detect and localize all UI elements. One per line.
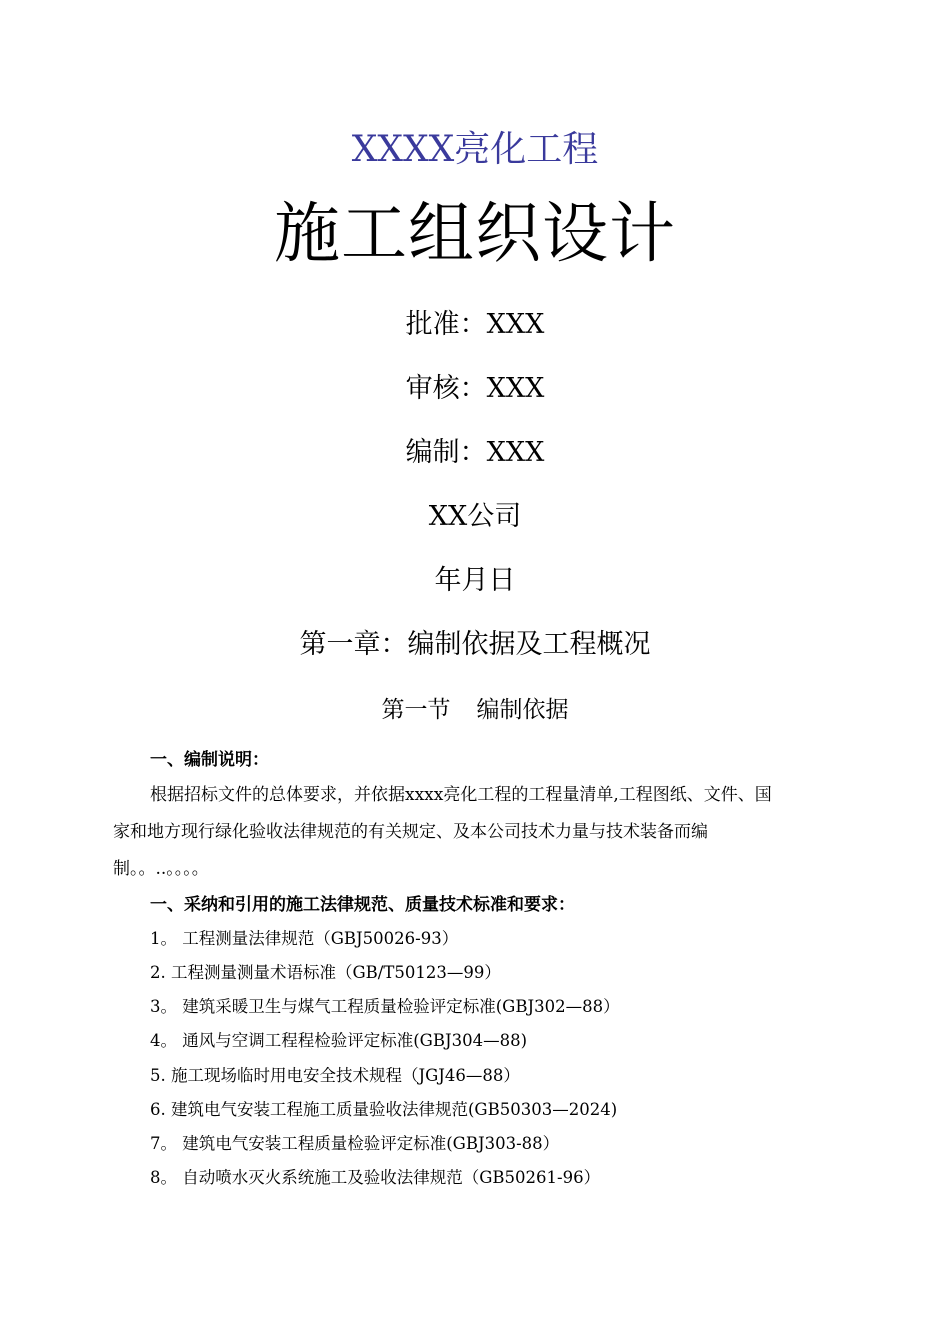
section-number: 第一节 [381,697,451,723]
standard-list-item: 3。 建筑采暖卫生与煤气工程质量检验评定标准(GBJ302—88） [150,997,620,1016]
section-title [0,693,950,727]
standard-list-item: 5. 施工现场临时用电安全技术规程（JGJ46—88） [150,1066,520,1085]
standard-list-item: 6. 建筑电气安装工程施工质量验收法律规范(GB50303—2024) [150,1100,618,1119]
compilation-notes-heading: 一、编制说明： [150,750,269,770]
paragraph-line: 制。。..。。。。 [113,859,209,879]
project-title: XXXX亮化工程 [351,129,599,170]
standard-list-item: 4。 通风与空调工程程检验评定标准(GBJ304—88) [150,1031,528,1050]
approval-line: 批准：XXX [405,309,545,340]
chapter-title: 第一章：编制依据及工程概况 [299,629,651,660]
standards-heading: 一、采纳和引用的施工法律规范、质量技术标准和要求： [150,895,575,915]
compiler-line: 编制：XXX [405,437,545,468]
company-line: XX公司 [428,501,522,532]
section-name: 编制依据 [476,697,569,723]
paragraph-line: 家和地方现行绿化验收法律规范的有关规定、及本公司技术力量与技术装备而编 [113,822,708,842]
review-line: 审核：XXX [405,373,545,404]
standard-list-item: 7。 建筑电气安装工程质量检验评定标准(GBJ303-88） [150,1134,560,1153]
paragraph-line: 根据招标文件的总体要求，并依据xxxx亮化工程的工程量清单,工程图纸、文件、国 [150,785,772,805]
standard-list-item: 2. 工程测量测量术语标准（GB/T50123—99） [150,963,501,982]
main-title: 施工组织设计 [274,195,676,272]
standard-list-item: 8。 自动喷水灭火系统施工及验收法律规范（GB50261-96） [150,1168,601,1187]
date-line: 年月日 [434,565,516,596]
standard-list-item: 1。 工程测量法律规范（GBJ50026-93） [150,929,459,948]
